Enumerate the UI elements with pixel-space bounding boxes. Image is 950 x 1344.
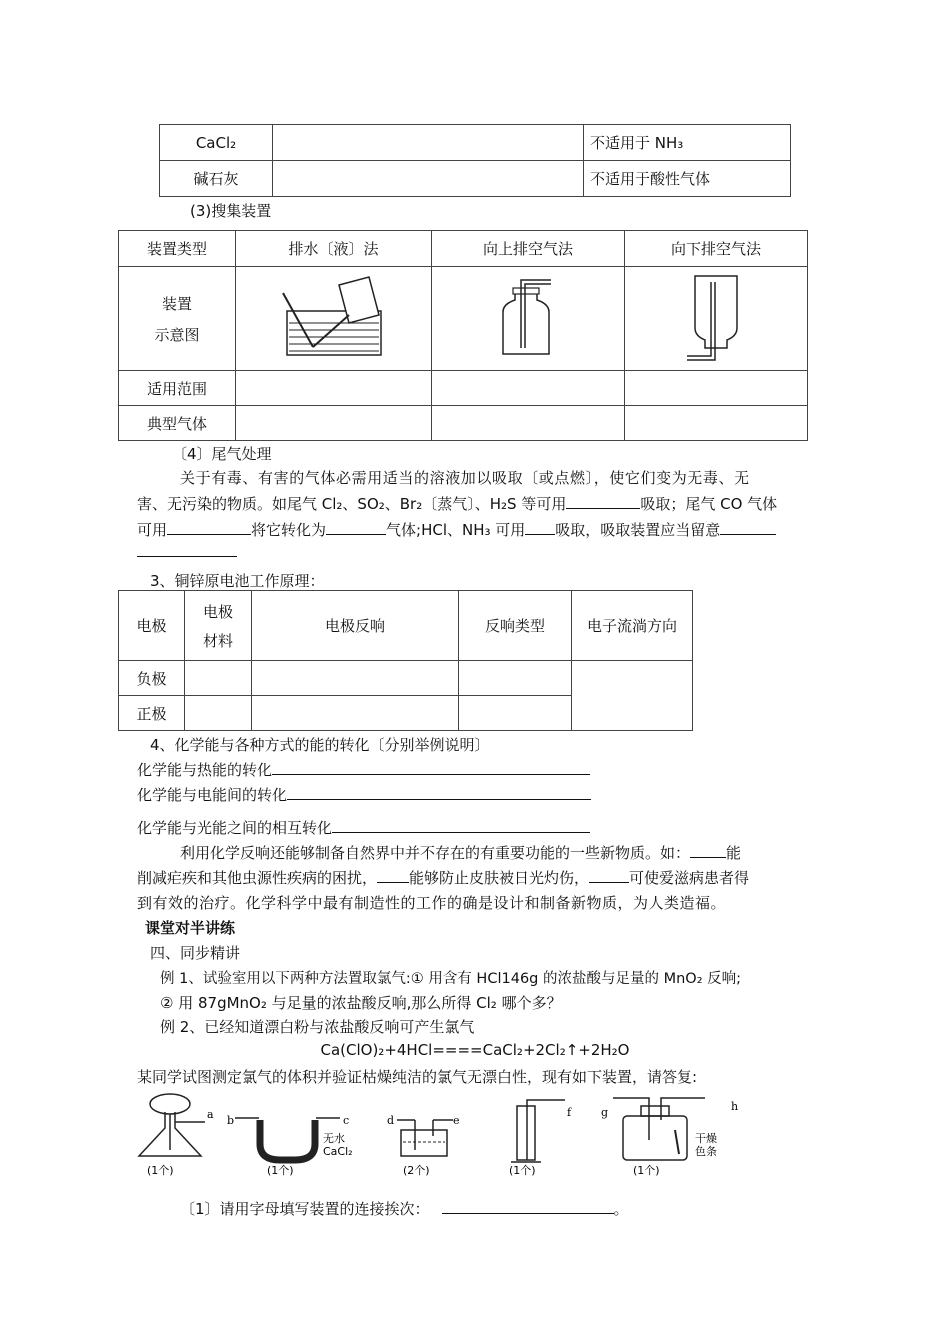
- collection-gas-label: 典型气体: [119, 406, 236, 441]
- energy-paragraph-line1: [180, 842, 741, 863]
- energy-text: 利用化学反响还能够制备自然界中并不存在的有重要功能的一些新物质。如：: [180, 844, 691, 862]
- energy-label: 化学能与光能之间的相互转化: [137, 819, 333, 837]
- energy-heat-line: [137, 759, 590, 780]
- section-heading: 课堂对半讲练: [145, 919, 236, 937]
- drying-agent-cell: CaCl₂: [160, 125, 273, 161]
- tail-title: 〔4〕尾气处理: [172, 445, 272, 463]
- tail-text: 气体;HCl、NH₃ 可用: [386, 521, 526, 539]
- cell-positive-label: 正极: [119, 696, 185, 731]
- cell-header-material: [185, 591, 252, 661]
- dry-bottle-apparatus: [613, 1098, 705, 1160]
- cell-table: [118, 590, 693, 731]
- cylinder-apparatus: [511, 1100, 565, 1162]
- energy-paragraph-line2: [137, 867, 749, 888]
- tail-paragraph-line3: [137, 519, 776, 540]
- label-a: a: [207, 1108, 214, 1121]
- tail-text: 可用: [137, 521, 168, 539]
- answer-blank[interactable]: [272, 760, 590, 775]
- collect-title: (3)搜集装置: [190, 202, 272, 220]
- label-dry: 干燥: [695, 1132, 717, 1145]
- upward-bottle-illustration: [493, 272, 563, 362]
- count-bottle: (2个): [403, 1164, 430, 1177]
- tail-text: 吸取，吸取装置应当留意: [555, 521, 721, 539]
- collection-cell: [236, 371, 432, 406]
- tail-text: 害、无污染的物质。如尾气 Cl₂、SO₂、Br₂〔蒸气〕、H₂S 等可用: [137, 495, 567, 513]
- answer-blank[interactable]: [332, 818, 590, 833]
- label-g: g: [601, 1106, 609, 1119]
- collection-cell: [625, 371, 808, 406]
- count-u-tube: (1个): [267, 1164, 294, 1177]
- energy-text: 能: [726, 844, 742, 862]
- flask-apparatus: [139, 1094, 205, 1156]
- label-d: d: [387, 1114, 395, 1127]
- collection-header-down: 向下排空气法: [625, 231, 808, 267]
- cell-blank: [459, 661, 572, 696]
- material-line1: 电极: [202, 602, 233, 621]
- collection-range-label: 适用范围: [119, 371, 236, 406]
- label-e: e: [453, 1114, 460, 1127]
- energy-elec-line: [137, 784, 591, 805]
- tail-text: 将它转化为: [251, 521, 327, 539]
- cell-header-flow: 电子流淌方向: [572, 591, 693, 661]
- drying-note-cell: 不适用于 NH₃: [584, 125, 791, 161]
- answer-blank[interactable]: [167, 520, 251, 535]
- energy-paragraph-line3: 到有效的治疗。化学科学中最有制造性的工作的确是设计和制备新物质，为人类造福。: [137, 894, 727, 912]
- answer-blank[interactable]: [690, 843, 726, 858]
- downward-air-diagram: [625, 267, 808, 371]
- collection-cell: [236, 406, 432, 441]
- material-line2: 材料: [202, 631, 233, 650]
- label-h: h: [731, 1100, 739, 1113]
- water-trough-illustration: [279, 275, 389, 359]
- label-c: c: [343, 1114, 350, 1127]
- cell-negative-label: 负极: [119, 661, 185, 696]
- diagram-label-line2: 示意图: [154, 325, 200, 344]
- energy-label: 化学能与电能间的转化: [137, 786, 288, 804]
- cell-header-reaction: 电极反响: [252, 591, 459, 661]
- drying-middle-cell: [273, 125, 584, 161]
- label-strip: 色条: [695, 1145, 717, 1158]
- cell-blank: [252, 696, 459, 731]
- label-b: b: [227, 1114, 235, 1127]
- tail-paragraph-line2: [137, 493, 777, 514]
- drying-table: [159, 124, 791, 197]
- wash-bottle-apparatus: [397, 1120, 453, 1156]
- cell-title: 3、铜锌原电池工作原理：: [150, 572, 325, 590]
- question-1: [180, 1198, 629, 1219]
- drying-agent-cell: 碱石灰: [160, 161, 273, 197]
- drying-note-cell: 不适用于酸性气体: [584, 161, 791, 197]
- label-cacl2: CaCl₂: [323, 1145, 353, 1158]
- collection-header-water: 排水〔液〕法: [236, 231, 432, 267]
- water-displacement-diagram: [236, 267, 432, 371]
- tail-paragraph-line1: 关于有毒、有害的气体必需用适当的溶液加以吸取〔或点燃〕，使它们变为无毒、无: [180, 469, 750, 487]
- answer-blank[interactable]: [287, 785, 591, 800]
- collection-cell: [625, 406, 808, 441]
- energy-label: 化学能与热能的转化: [137, 761, 273, 779]
- count-cylinder: (1个): [509, 1164, 536, 1177]
- cell-blank: [185, 696, 252, 731]
- section-subheading: 四、同步精讲: [150, 944, 241, 962]
- collection-diagram-label: [119, 267, 236, 371]
- tail-text: 吸取；尾气 CO 气体: [640, 495, 778, 513]
- cell-header-type: 反响类型: [459, 591, 572, 661]
- cell-blank: [185, 661, 252, 696]
- cell-blank: [459, 696, 572, 731]
- question-text: 〔1〕请用字母填写装置的连接挨次：: [180, 1200, 430, 1218]
- count-dry-bottle: (1个): [633, 1164, 660, 1177]
- collection-header-up: 向上排空气法: [432, 231, 625, 267]
- label-f: f: [567, 1106, 572, 1119]
- answer-blank[interactable]: [720, 520, 776, 535]
- answer-blank[interactable]: [442, 1199, 614, 1214]
- label-anhydrous: 无水: [323, 1132, 345, 1145]
- question-end: 。: [613, 1200, 629, 1218]
- collection-table: [118, 230, 808, 441]
- collection-cell: [432, 406, 625, 441]
- answer-blank[interactable]: [525, 520, 555, 535]
- energy-light-line: [137, 817, 590, 838]
- cell-blank: [252, 661, 459, 696]
- downward-bottle-illustration: [681, 272, 751, 362]
- experiment-intro: 某同学试图测定氯气的体积并验证枯燥纯洁的氯气无漂白性，现有如下装置，请答复:: [137, 1068, 698, 1086]
- count-flask: (1个): [147, 1164, 174, 1177]
- answer-blank[interactable]: [377, 868, 409, 883]
- energy-text: 可使爱滋病患者得: [629, 869, 750, 887]
- answer-blank[interactable]: [326, 520, 386, 535]
- drying-middle-cell: [273, 161, 584, 197]
- apparatus-illustration: [135, 1090, 775, 1180]
- energy-title: 4、化学能与各种方式的能的转化〔分别举例说明〕: [150, 736, 490, 754]
- example1-line1: 例 1、试验室用以下两种方法置取氯气:① 用含有 HCl146g 的浓盐酸与足量的 MnO₂ 反响;: [160, 971, 742, 987]
- upward-air-diagram: [432, 267, 625, 371]
- cell-flow-blank: [572, 661, 693, 731]
- collection-header-type: 装置类型: [119, 231, 236, 267]
- answer-blank[interactable]: [589, 868, 629, 883]
- cell-header-electrode: 电极: [119, 591, 185, 661]
- reaction-formula: Ca(ClO)₂+4HCl====CaCl₂+2Cl₂↑+2H₂O: [320, 1041, 630, 1059]
- example1-line2: ② 用 87gMnO₂ 与足量的浓盐酸反响,那么所得 Cl₂ 哪个多？: [160, 994, 562, 1012]
- diagram-label-line1: 装置: [161, 294, 192, 313]
- collection-cell: [432, 371, 625, 406]
- answer-blank[interactable]: [137, 556, 237, 557]
- energy-text: 削减疟疾和其他虫源性疾病的困扰，: [137, 869, 378, 887]
- example2-line: 例 2、已经知道漂白粉与浓盐酸反响可产生氯气: [160, 1018, 475, 1036]
- energy-text: 能够防止皮肤被日光灼伤，: [409, 869, 590, 887]
- answer-blank[interactable]: [566, 494, 640, 509]
